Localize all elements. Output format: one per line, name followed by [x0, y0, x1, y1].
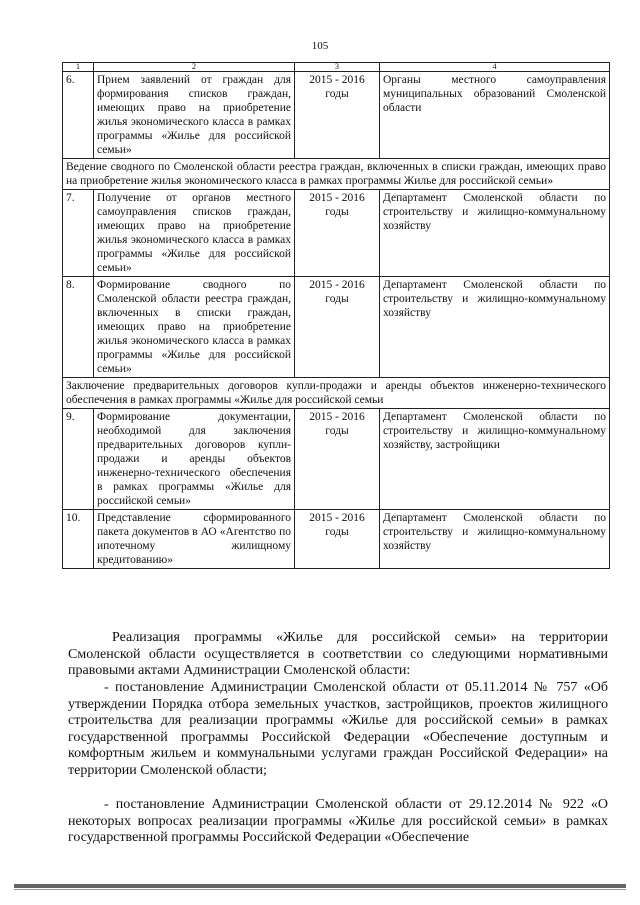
column-number-2: 2 [94, 63, 295, 72]
row-period: 2015 - 2016 годы [295, 72, 380, 159]
table-row [63, 72, 610, 159]
row-number: 7. [63, 190, 94, 277]
scan-edge [14, 884, 626, 888]
row-responsible: Органы местного самоуправления муниципальных образований Смоленской области [380, 72, 610, 159]
row-period: 2015 - 2016 годы [295, 190, 380, 277]
measures-table [62, 62, 610, 569]
row-action: Формирование сводного по Смоленской области реестра граждан, включенных в списки граждан, имеющих право на приобретение жилья экономического класса в рамках программы «Жилье для российской семьи» [94, 277, 295, 378]
row-period: 2015 - 2016 годы [295, 409, 380, 510]
body-paragraph: - постановление Администрации Смоленской области от 29.12.2014 № 922 «О некоторых вопросах реализации программы «Жилье для российской семьи» в рамках государственной программы Российской Федерации «Обеспечение [68, 797, 608, 845]
row-period: 2015 - 2016 годы [295, 510, 380, 569]
row-number: 8. [63, 277, 94, 378]
section-text: Заключение предварительных договоров купли-продажи и аренды объектов инженерно-технического обеспечения в рамках программы «Жилье для российской семьи [63, 378, 610, 409]
table-row [63, 190, 610, 277]
table-row [63, 277, 610, 378]
row-responsible: Департамент Смоленской области по строительству и жилищно-коммунальному хозяйству, застройщики [380, 409, 610, 510]
row-period: 2015 - 2016 годы [295, 277, 380, 378]
body-paragraph: Реализация программы «Жилье для российской семьи» на территории Смоленской области осуществляется в соответствии со следующими нормативными правовыми актами Администрации Смоленской области: [68, 630, 608, 678]
row-action: Формирование документации, необходимой для заключения предварительных договоров купли-продажи и аренды объектов инженерно-технического обеспечения в рамках программы «Жилье для российской семьи» [94, 409, 295, 510]
table-row [63, 409, 610, 510]
row-action: Представление сформированного пакета документов в АО «Агентство по ипотечному жилищному кредитованию» [94, 510, 295, 569]
row-responsible: Департамент Смоленской области по строительству и жилищно-коммунальному хозяйству [380, 190, 610, 277]
scan-edge [14, 889, 626, 890]
column-number-row [63, 63, 610, 72]
row-number: 9. [63, 409, 94, 510]
body-paragraph: - постановление Администрации Смоленской области от 05.11.2014 № 757 «Об утверждении Порядка отбора земельных участков, застройщиков, проектов жилищного строительства для реализации программы «Жилье для российской семьи» в рамках государственной программы Российской Федерации «Обеспечение доступным и комфортным жильем и коммунальными услугами граждан Российской Федерации» на территории Смоленской области; [68, 680, 608, 778]
row-responsible: Департамент Смоленской области по строительству и жилищно-коммунальному хозяйству [380, 277, 610, 378]
row-action: Получение от органов местного самоуправления списков граждан, имеющих право на приобретение жилья экономического класса в рамках программы «Жилье для российской семьи» [94, 190, 295, 277]
column-number-4: 4 [380, 63, 610, 72]
row-action: Прием заявлений от граждан для формирования списков граждан, имеющих право на приобретение жилья экономического класса в рамках программы «Жилье для российской семьи» [94, 72, 295, 159]
row-number: 6. [63, 72, 94, 159]
row-responsible: Департамент Смоленской области по строительству и жилищно-коммунальному хозяйству [380, 510, 610, 569]
table-row [63, 510, 610, 569]
column-number-3: 3 [295, 63, 380, 72]
section-text: Ведение сводного по Смоленской области реестра граждан, включенных в списки граждан, имеющих право на приобретение жилья экономического класса в рамках программы Жилье для российской семьи» [63, 159, 610, 190]
page-number: 105 [311, 40, 329, 52]
section-row [63, 159, 610, 190]
row-number: 10. [63, 510, 94, 569]
column-number-1: 1 [63, 63, 94, 72]
section-row [63, 378, 610, 409]
